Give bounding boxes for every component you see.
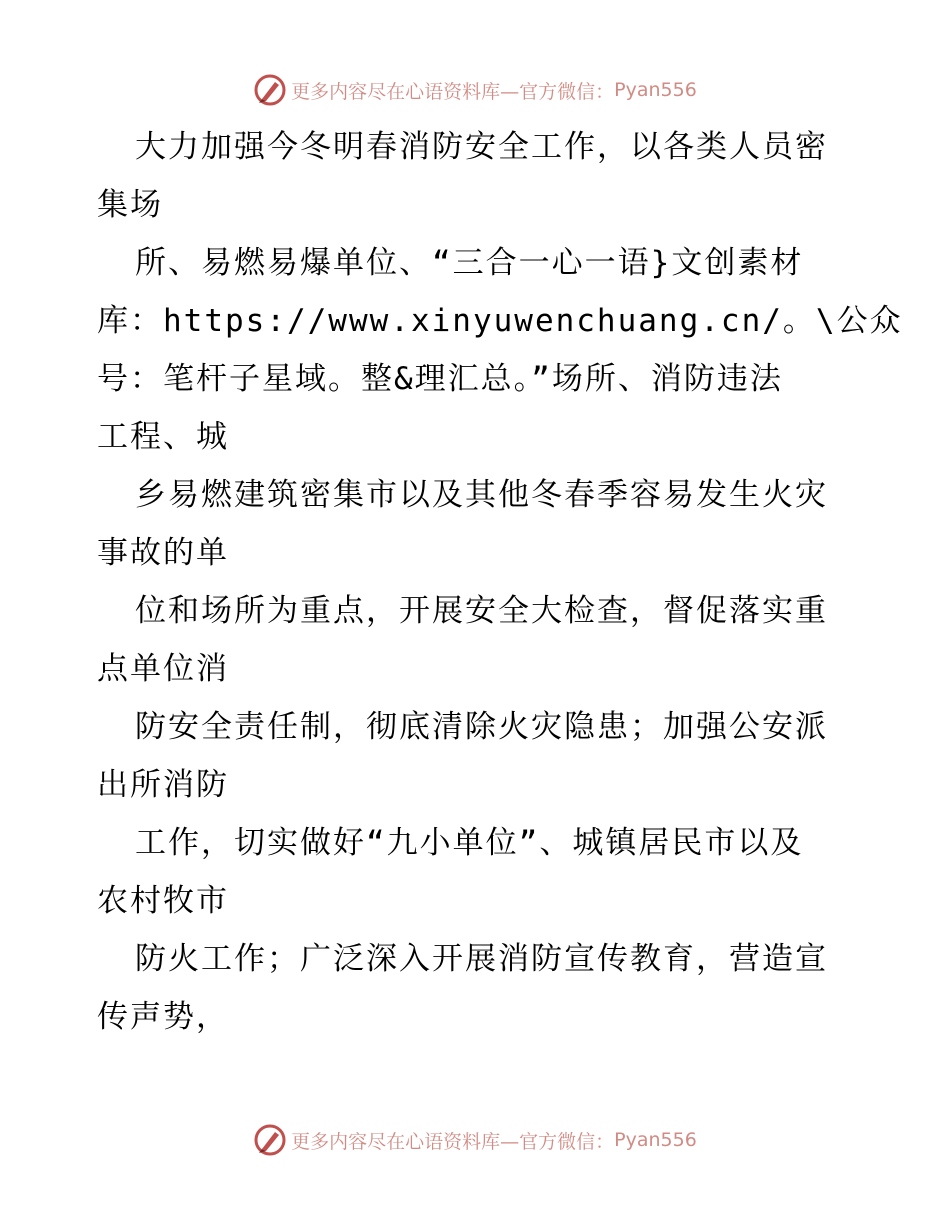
header-watermark [0,70,950,110]
text-line: 出所消防 [97,767,229,803]
document-body [97,118,903,1046]
text-line: 集场 [97,187,163,223]
text-line: 防火工作；广泛深入开展消防宣传教育，营造宣 [135,941,828,977]
text-line: 农村牧市 [97,883,229,919]
text-line: 库：https://www.xinyuwenchuang.cn/。\公众 [97,303,903,339]
watermark-text: 更多内容尽在心语资料库—官方微信： [291,80,615,103]
text-line: 所、易燃易爆单位、“三合一心一语}文创素材 [135,245,804,281]
text-line: 位和场所为重点，开展安全大检查，督促落实重 [135,593,828,629]
watermark-wechat-id: Pyan556 [614,79,697,101]
footer-watermark [0,1120,950,1160]
pen-logo-icon [253,73,287,107]
text-line: 工程、城 [97,419,229,455]
text-line: 防安全责任制，彻底清除火灾隐患；加强公安派 [135,709,828,745]
pen-logo-icon [253,1123,287,1157]
watermark-wechat-id: Pyan556 [614,1129,697,1151]
text-line: 点单位消 [97,651,229,687]
text-line: 传声势， [97,999,229,1035]
text-line: 大力加强今冬明春消防安全工作，以各类人员密 [135,129,828,165]
text-line: 乡易燃建筑密集市以及其他冬春季容易发生火灾 [135,477,828,513]
text-line: 事故的单 [97,535,229,571]
text-line: 工作，切实做好“九小单位”、城镇居民市以及 [135,825,804,861]
text-line: 号：笔杆子星域。整&理汇总。”场所、消防违法 [97,361,783,397]
watermark-text: 更多内容尽在心语资料库—官方微信： [291,1130,615,1153]
